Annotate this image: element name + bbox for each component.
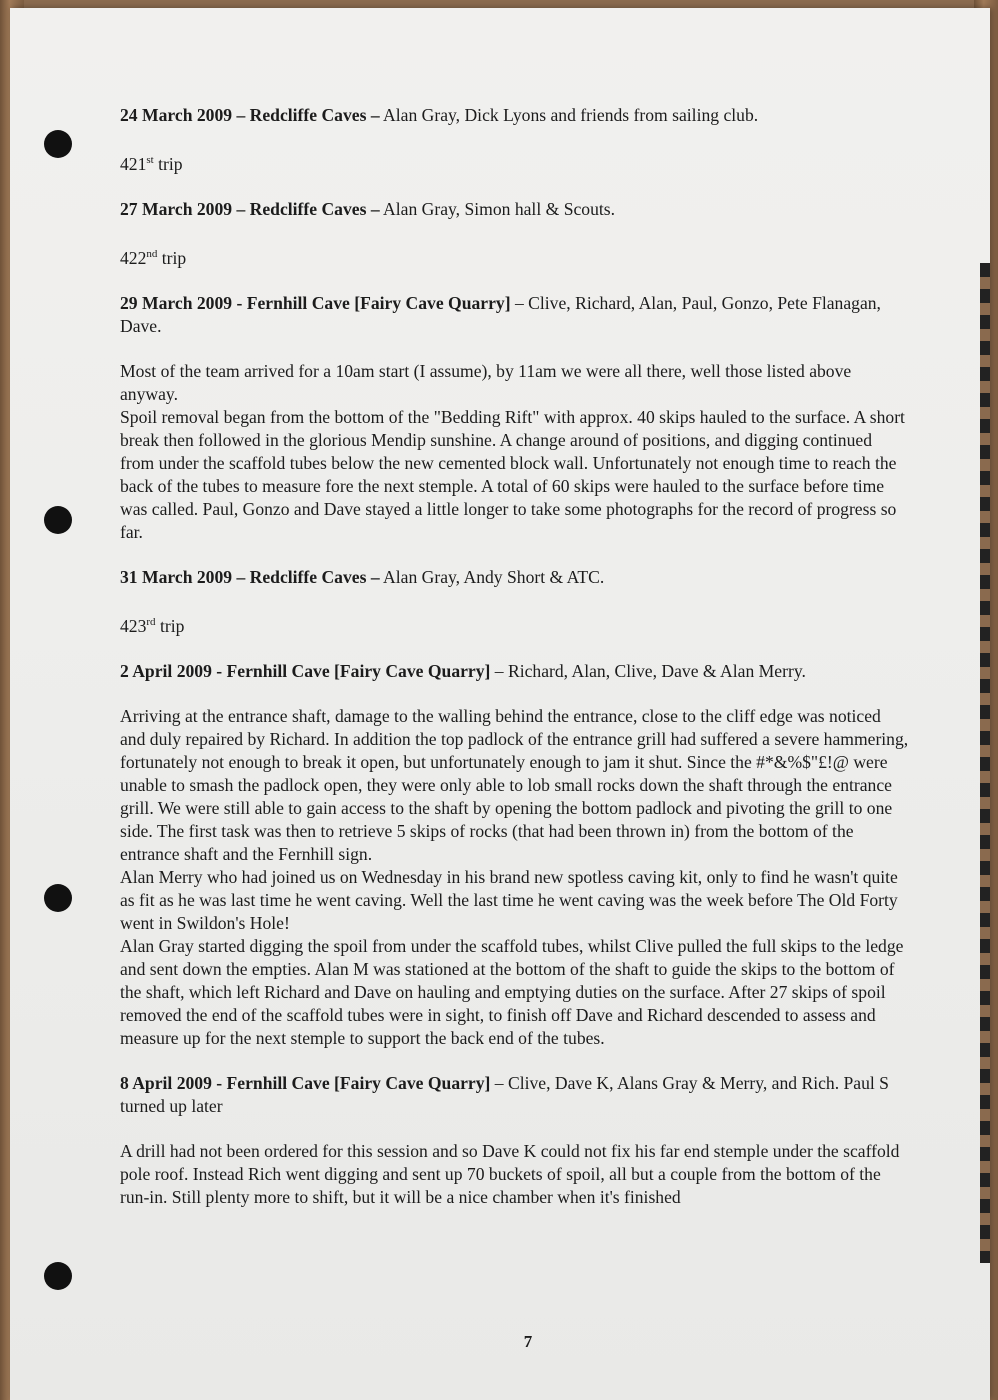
entry-people: – Clive, Dave K, Alans Gray & Merry, and Rich. Paul S turned up later	[120, 1072, 889, 1116]
entry-date-site: 8 April 2009 - Fernhill Cave [Fairy Cave Quarry]	[120, 1072, 491, 1093]
trip-suffix: rd	[146, 615, 156, 628]
trip-number: 421	[120, 153, 147, 174]
entry-paragraph: Alan Merry who had joined us on Wednesday in his brand new spotless caving kit, only to find he wasn't quite as fit as he was last time he went caving. Well the last time he went caving was the week before The Old Forty went in Swildon's Hole!	[120, 866, 898, 933]
entry-people: Alan Gray, Dick Lyons and friends from sailing club.	[379, 105, 759, 125]
entry-date-site: 2 April 2009 - Fernhill Cave [Fairy Cave Quarry]	[120, 660, 491, 681]
log-content	[120, 104, 910, 1231]
entry-people: – Clive, Richard, Alan, Paul, Gonzo, Pete Flanagan, Dave.	[120, 292, 881, 336]
punch-hole	[44, 884, 72, 912]
entry-date-site: 31 March 2009 – Redcliffe Caves –	[120, 566, 380, 587]
entry-paragraph: A drill had not been ordered for this session and so Dave K could not fix his far end stemple under the scaffold pole roof. Instead Rich went digging and sent up 70 buckets of spoil, all but a couple from the bottom of the run-in. Still plenty more to shift, but it will be a nice chamber when it's finished	[120, 1140, 900, 1207]
entry-paragraph: Arriving at the entrance shaft, damage to the walling behind the entrance, close to the cliff edge was noticed and duly repaired by Richard. In addition the top padlock of the entrance grill had suffered a severe hammering, fortunately not enough to break it open, but unfortunately enough to jam it shut. Since the #*&%$"£!@ were unable to smash the padlock open, they were only able to lob small rocks down the shaft through the entrance grill. We were still able to gain access to the shaft by opening the bottom padlock and pivoting the grill to one side. The first task was then to retrieve 5 skips of rocks (that had been thrown in) from the bottom of the entrance shaft and the Fernhill sign.	[120, 705, 909, 864]
page-number: 7	[523, 1332, 533, 1351]
document-page	[10, 8, 990, 1400]
trip-count	[120, 611, 910, 638]
entry-body	[120, 1140, 910, 1209]
page-edge-shadow	[980, 263, 990, 1263]
trip-word: trip	[155, 615, 185, 636]
trip-suffix: st	[146, 154, 154, 166]
entry-people: Alan Gray, Andy Short & ATC.	[379, 566, 605, 587]
punch-hole	[44, 1262, 72, 1290]
trip-number: 423	[120, 615, 147, 636]
trip-number: 422	[120, 247, 147, 268]
entry-heading	[120, 660, 910, 683]
entry-paragraph: Most of the team arrived for a 10am start (I assume), by 11am we were all there, well those listed above anyway.	[120, 360, 852, 404]
punch-hole	[44, 130, 72, 158]
trip-word: trip	[153, 153, 183, 174]
entry-body	[120, 360, 910, 544]
entry-date-site: 29 March 2009 - Fernhill Cave [Fairy Cave Quarry]	[120, 292, 511, 313]
entry-heading	[120, 566, 910, 589]
trip-suffix: nd	[146, 247, 158, 260]
trip-word: trip	[157, 247, 187, 268]
entry-people: Alan Gray, Simon hall & Scouts.	[379, 198, 616, 219]
entry-heading	[120, 198, 910, 221]
entry-date-site: 27 March 2009 – Redcliffe Caves –	[120, 198, 380, 219]
entry-heading	[120, 104, 910, 127]
entry-date-site: 24 March 2009 – Redcliffe Caves –	[120, 105, 380, 125]
entry-people: – Richard, Alan, Clive, Dave & Alan Merry.	[490, 660, 806, 681]
entry-paragraph: Spoil removal began from the bottom of the "Bedding Rift" with approx. 40 skips hauled to the surface. A short break then followed in the glorious Mendip sunshine. A change around of positions, and digging continued from under the scaffold tubes below the new cemented block wall. Unfortunately not enough time to reach the back of the tubes to measure fore the next stemple. A total of 60 skips were hauled to the surface before time was called. Paul, Gonzo and Dave stayed a little longer to take some photographs for the record of progress so far.	[120, 406, 905, 542]
trip-count	[120, 243, 910, 270]
entry-body	[120, 705, 910, 1050]
entry-heading	[120, 292, 910, 338]
entry-heading	[120, 1072, 910, 1118]
punch-hole	[44, 506, 72, 534]
trip-count	[120, 149, 910, 176]
entry-paragraph: Alan Gray started digging the spoil from under the scaffold tubes, whilst Clive pulled the full skips to the ledge and sent down the empties. Alan M was stationed at the bottom of the shaft to guide the skips to the bottom of the shaft, which left Richard and Dave on hauling and emptying duties on the surface. After 27 skips of spoil removed the end of the scaffold tubes were in sight, to finish off Dave and Richard descended to assess and measure up for the next stemple to support the back end of the tubes.	[120, 935, 904, 1048]
